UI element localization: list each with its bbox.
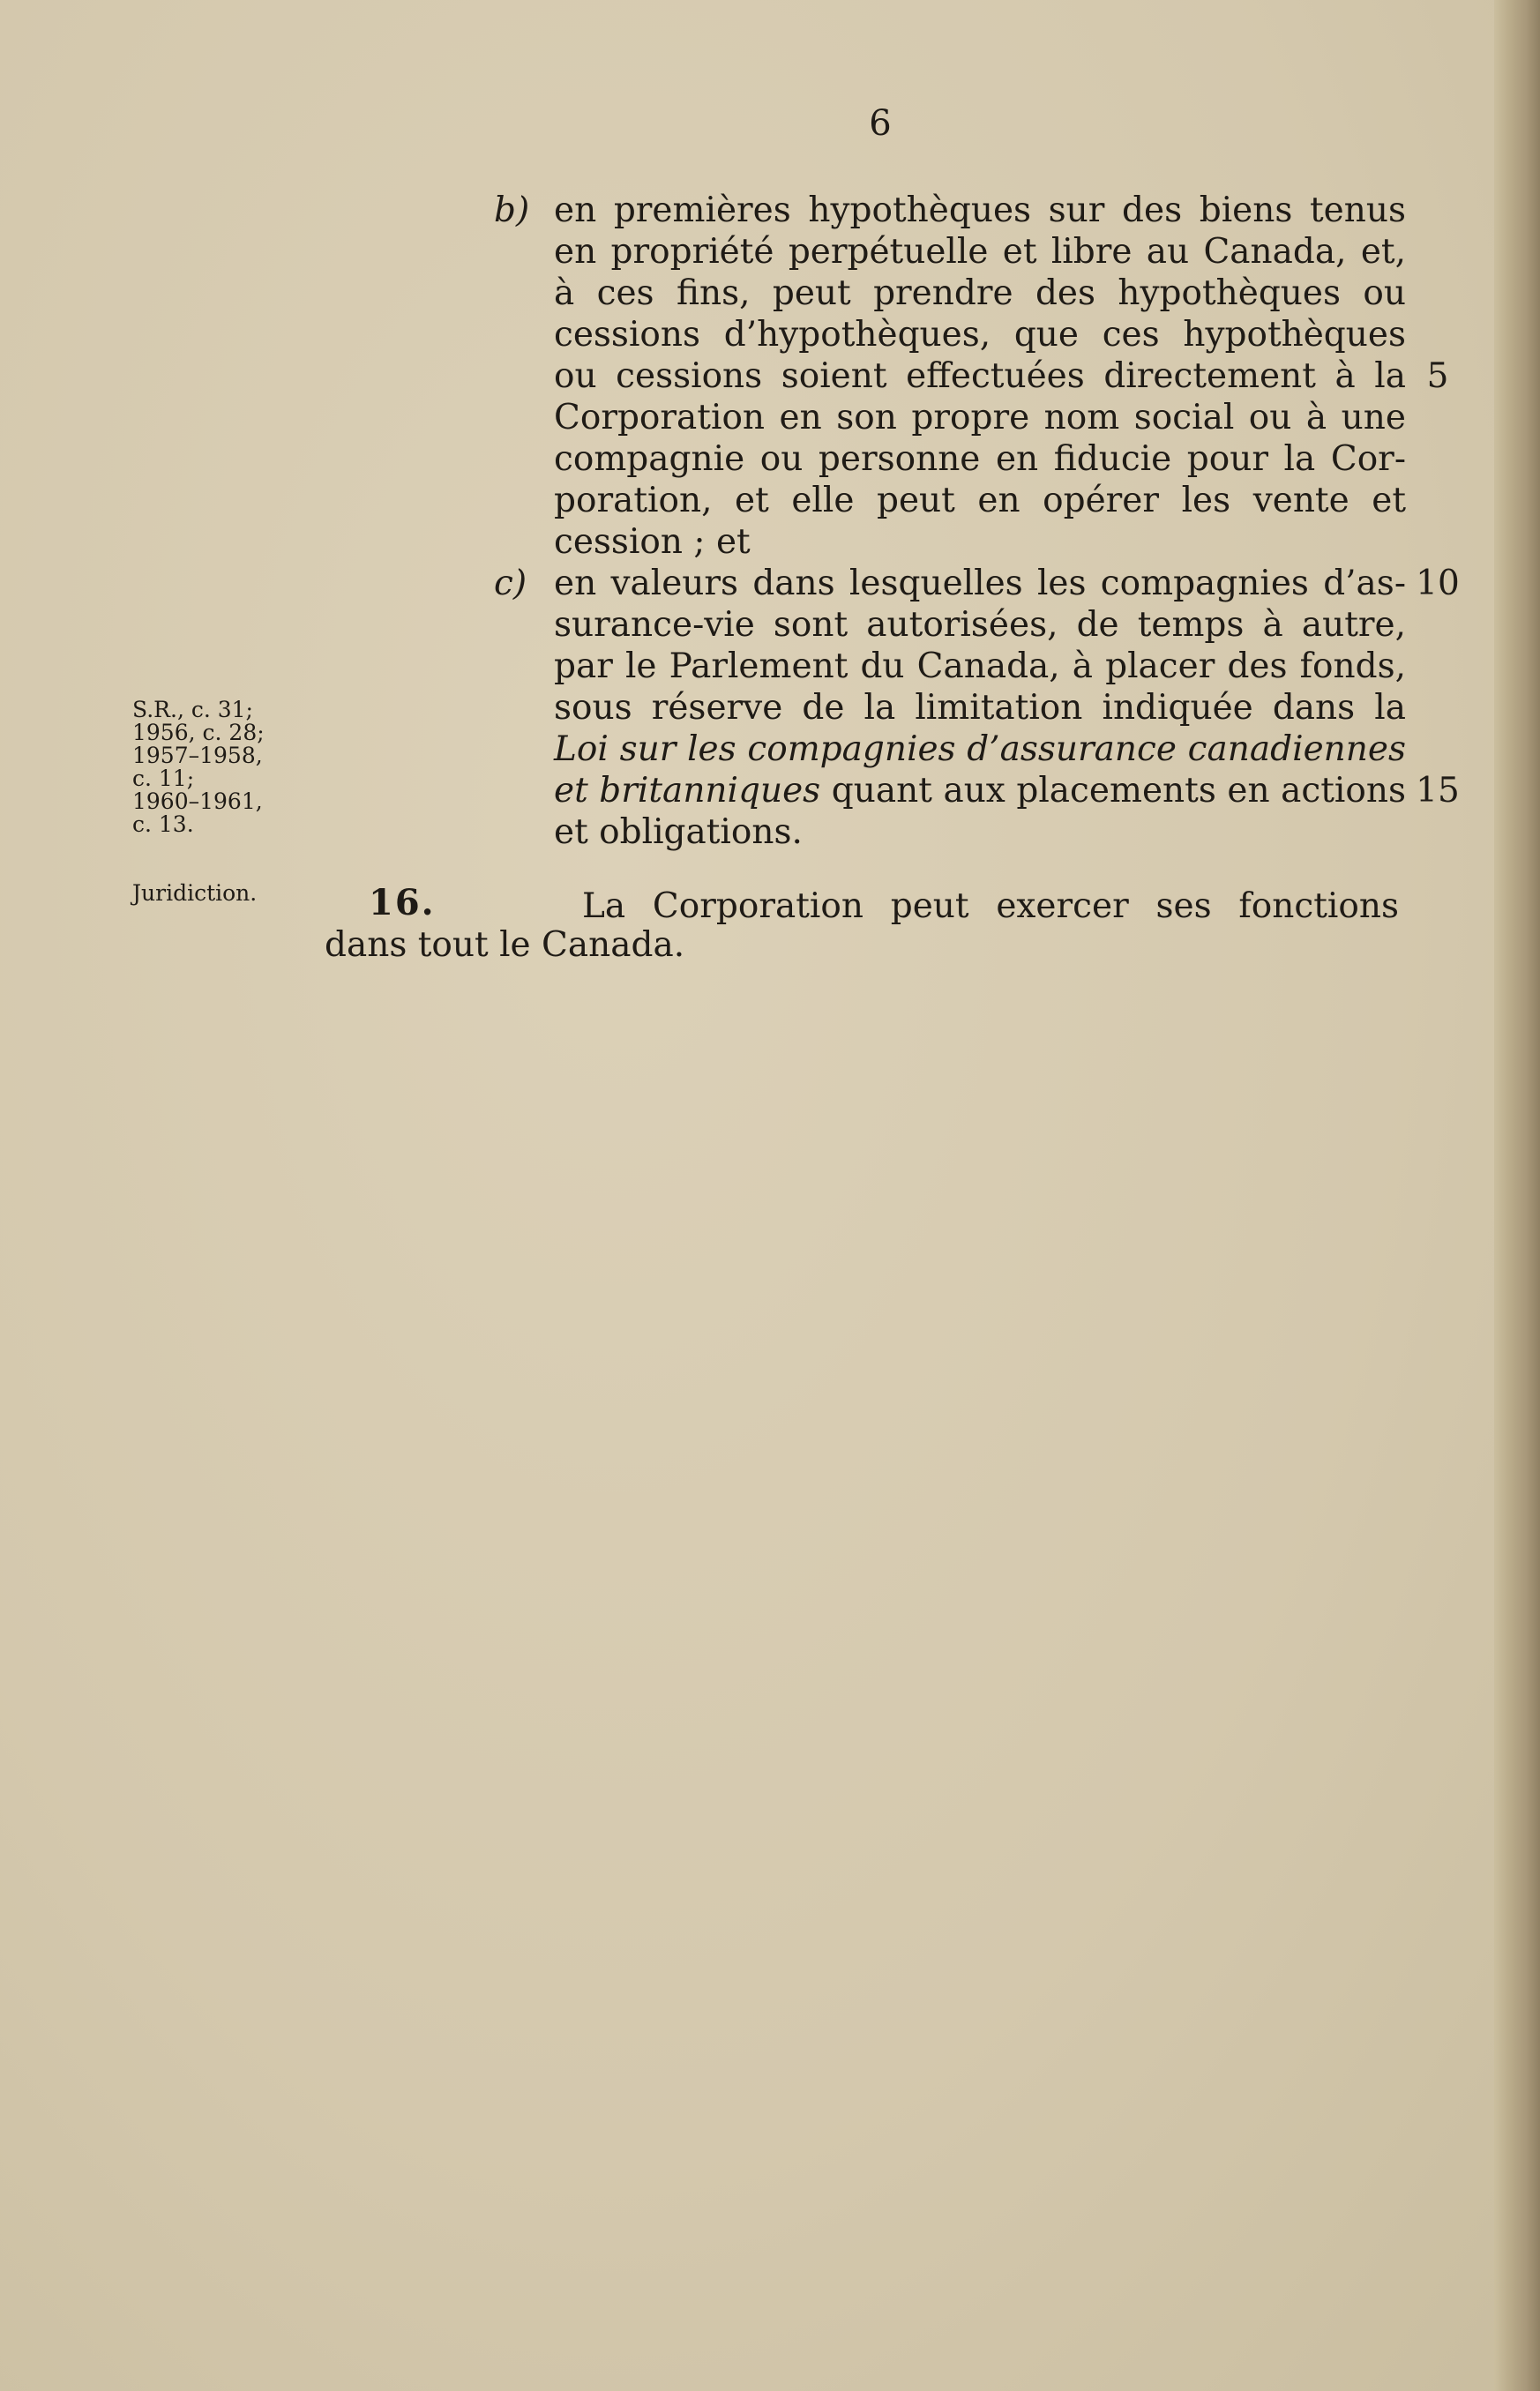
marginal-citation-5: 1960–1961, — [132, 788, 263, 814]
marginal-citation-1: S.R., c. 31; — [132, 697, 253, 722]
section-16-line-1: La Corporation peut exercer ses fonctions — [582, 886, 1399, 926]
item-b-line-4: cessions d’hypothèques, que ces hypothèques — [554, 315, 1406, 355]
item-b-line-1: en premières hypothèques sur des biens tenus — [554, 191, 1406, 230]
marginal-citation-3: 1957–1958, — [132, 743, 263, 768]
item-b-line-7: compagnie ou personne en fiducie pour la Cor- — [554, 439, 1406, 479]
page-number: 6 — [869, 103, 892, 144]
item-b-line-9: cession ; et — [554, 522, 751, 562]
item-c-line-1: en valeurs dans lesquelles les compagnies d’as- — [554, 564, 1406, 603]
item-c-line-7: et obligations. — [554, 812, 803, 852]
line-number-5: 5 — [1426, 356, 1449, 396]
item-b-line-5: ou cessions soient effectuées directement à la — [554, 356, 1406, 396]
item-b-line-6: Corporation en son propre nom social ou à une — [554, 398, 1406, 437]
item-b-line-2: en propriété perpétuelle et libre au Canada, et, — [554, 232, 1406, 272]
section-16-number: 16. — [369, 882, 436, 923]
marginal-citation-6: c. 13. — [132, 811, 194, 837]
marginal-citation-2: 1956, c. 28; — [132, 720, 265, 745]
item-c-line-6 — [554, 770, 1406, 811]
item-b-line-3: à ces fins, peut prendre des hypothèques ou — [554, 273, 1406, 313]
item-c-line-2: surance-vie sont autorisées, de temps à autre, — [554, 605, 1406, 645]
item-c-line-4: sous réserve de la limitation indiquée dans la — [554, 688, 1406, 728]
marginal-jurisdiction: Juridiction. — [132, 880, 258, 906]
item-c-line-5: Loi sur les compagnies d’assurance canadiennes — [554, 729, 1406, 769]
section-16-line-2: dans tout le Canada. — [325, 925, 685, 965]
line-number-15: 15 — [1416, 771, 1460, 811]
item-c-line-6-italic: et britanniques — [554, 771, 821, 811]
item-b-line-8: poration, et elle peut en opérer les vente et — [554, 481, 1406, 520]
marginal-citation-4: c. 11; — [132, 766, 195, 791]
item-c-label: c) — [494, 564, 527, 603]
line-number-10: 10 — [1416, 564, 1460, 603]
page-spine-shadow — [1494, 0, 1540, 2391]
item-c-line-6-rest: quant aux placements en actions — [820, 771, 1406, 811]
item-b-label: b) — [494, 191, 530, 230]
item-c-line-3: par le Parlement du Canada, à placer des fonds, — [554, 646, 1406, 686]
